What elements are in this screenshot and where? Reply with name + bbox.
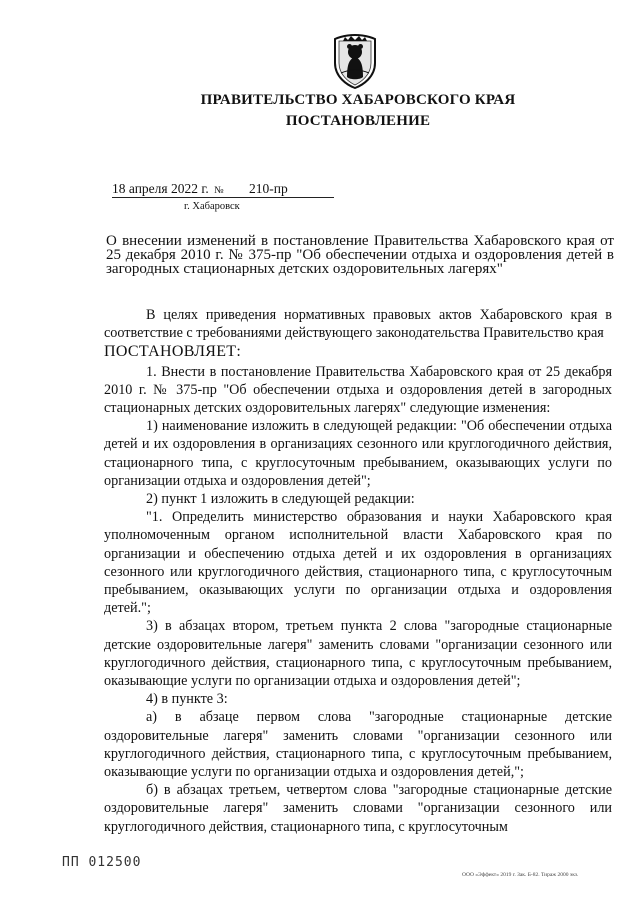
number-sign: №: [214, 185, 224, 196]
footer-print-info: ООО «Эффект» 2019 г. Зак. Б-82. Тираж 2000 экз.: [462, 872, 579, 878]
paragraph-1-4-a: а) в абзаце первом слова "загородные стационарные детские оздоровительные лагеря" заменить словами "организации сезонного или круглогодичного действия, стационарного типа, с круглосуточным пребыванием, оказывающие услуги по организации отдыха и оздоровления детей,";: [104, 709, 612, 781]
paragraph-1-2: 2) пункт 1 изложить в следующей редакции:: [146, 491, 415, 508]
document-subject: О внесении изменений в постановление Правительства Хабаровского края от 25 декабря 2010 г. № 375-пр "Об обеспечении отдыха и оздоровления детей в загородных стационарных детских оздоровительных лагерях": [106, 233, 614, 277]
paragraph-1-4: 4) в пункте 3:: [146, 691, 228, 708]
resolves-heading: ПОСТАНОВЛЯЕТ:: [104, 343, 242, 361]
footer-code: ПП 012500: [62, 855, 142, 870]
document-date: 18 апреля 2022 г.: [112, 181, 209, 196]
government-title: ПРАВИТЕЛЬСТВО ХАБАРОВСКОГО КРАЯ: [200, 92, 516, 108]
date-underline: [112, 197, 334, 198]
paragraph-1-1: 1) наименование изложить в следующей редакции: "Об обеспечении отдыха детей и их оздоровления в организациях сезонного или круглогодичного действия, стационарного типа, с круглосуточным пребыванием, оказывающих услуги по организации отдыха и оздоровления детей";: [104, 418, 612, 489]
document-body: [104, 306, 612, 836]
coat-of-arms-icon: [327, 33, 383, 89]
paragraph-1-3: 3) в абзацах втором, третьем пункта 2 слова "загородные стационарные детские оздоровительные лагеря" заменить словами "организации сезонного или круглогодичного действия, стационарного типа, с круглосуточным пребыванием, оказывающие услуги по организации отдыха и оздоровления детей";: [104, 618, 612, 690]
paragraph-1-4-b: б) в абзацах третьем, четвертом слова "загородные стационарные детские оздоровительные лагеря" заменить словами "организации сезонного или круглогодичного действия, стационарного типа, с круглосуточным: [104, 782, 612, 835]
paragraph-1: 1. Внести в постановление Правительства Хабаровского края от 25 декабря 2010 г. № 375-пр "Об обеспечении отдыха и оздоровления детей в загородных стационарных детских оздоровительных лагерях" следующие изменения:: [104, 363, 612, 417]
document-city: г. Хабаровск: [184, 201, 240, 212]
paragraph-1-2-text: "1. Определить министерство образования и науки Хабаровского края уполномоченным органом исполнительной власти Хабаровского края по организации и обеспечению отдыха детей и их оздоровления в организациях сезонного или круглогодичного действия, стационарного типа, с круглосуточным пребыванием, оказывающих услуги по организации отдыха и оздоровления детей.";: [104, 509, 612, 617]
preamble: В целях приведения нормативных правовых актов Хабаровского края в соответствие с требованиями действующего законодательства Правительство края: [104, 307, 612, 342]
document-type: ПОСТАНОВЛЕНИЕ: [285, 113, 431, 129]
document-date-line: [112, 181, 288, 197]
document-number: 210-пр: [249, 181, 288, 196]
